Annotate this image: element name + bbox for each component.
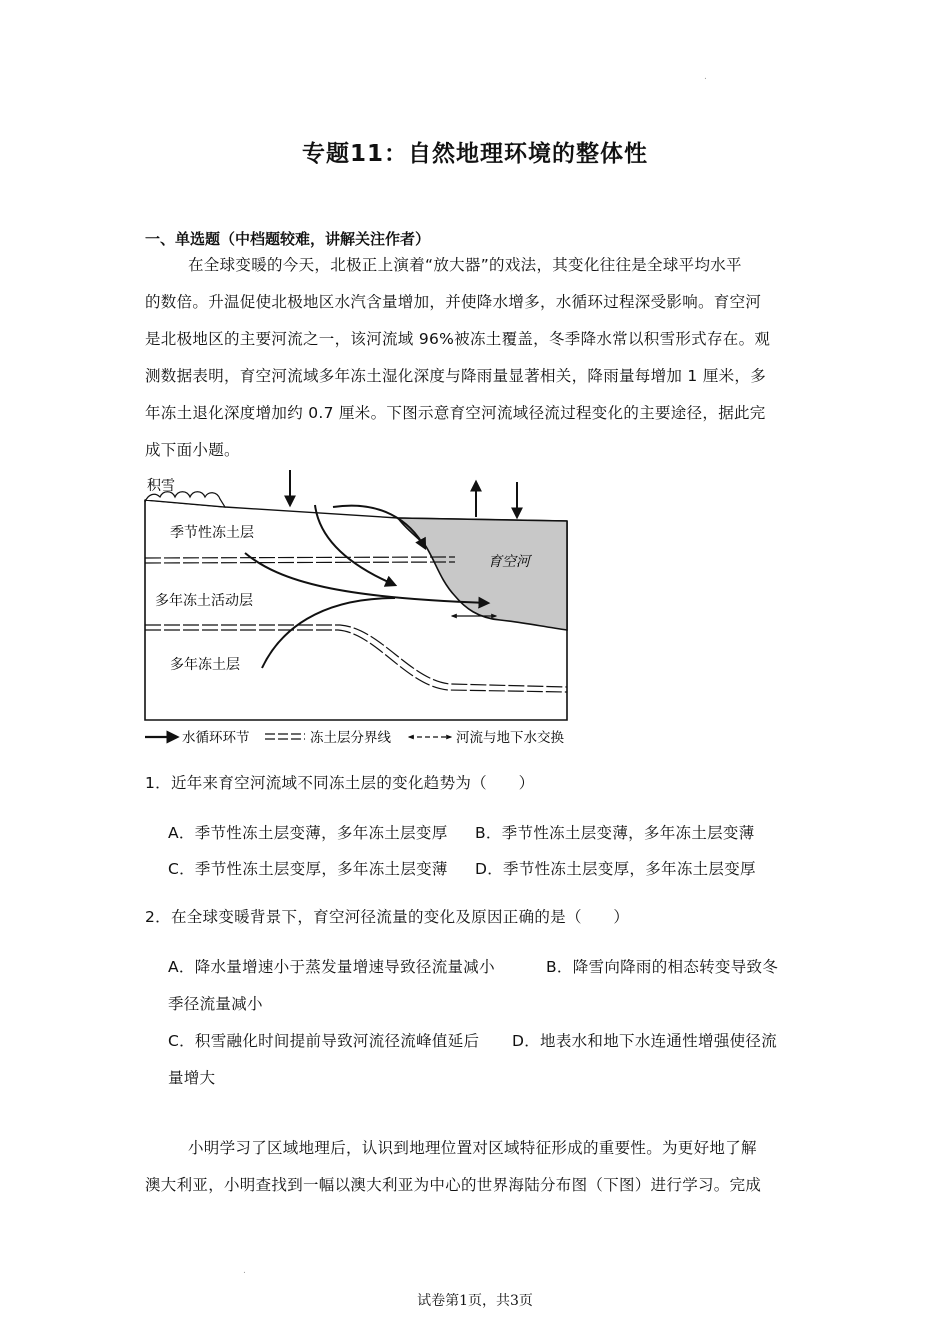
- water-cycle-arrow: [262, 598, 395, 668]
- section-note: （中档题较难，讲解关注作者）: [220, 230, 431, 248]
- q1-option-d[interactable]: D．季节性冻土层变厚，多年冻土层变厚: [475, 860, 756, 878]
- seasonal-boundary: [145, 562, 455, 563]
- q2-option-a[interactable]: A．降水量增速小于蒸发量增速导致径流量减小: [168, 958, 495, 976]
- question-1-stem: 1．近年来育空河流域不同冻土层的变化趋势为（ ）: [145, 774, 535, 792]
- q1-option-a[interactable]: A．季节性冻土层变薄，多年冻土层变厚: [168, 824, 448, 842]
- corner-dot-bottom: .: [243, 1266, 246, 1276]
- legend-boundary-icon: [265, 734, 305, 739]
- q2-option-b-cont[interactable]: 季径流量减小: [168, 995, 263, 1013]
- passage-line: 是北极地区的主要河流之一，该河流域 96%被冻土覆盖，冬季降水常以积雪形式存在。观: [145, 330, 771, 348]
- passage-line: 的数倍。升温促使北极地区水汽含量增加，并使降水增多，水循环过程深受影响。育空河: [145, 293, 762, 311]
- permafrost-boundary: [145, 625, 567, 687]
- label-active-layer: 多年冻土活动层: [155, 593, 253, 609]
- passage-2-line: 澳大利亚，小明查找到一幅以澳大利亚为中心的世界海陆分布图（下图）进行学习。完成: [145, 1176, 762, 1194]
- label-snow: 积雪: [147, 478, 175, 494]
- legend-boundary: 冻土层分界线: [310, 730, 391, 746]
- label-seasonal-layer: 季节性冻土层: [170, 525, 254, 541]
- section-title: 一、单选题: [145, 230, 221, 248]
- passage-line: 在全球变暖的今天，北极正上演着“放大器”的戏法，其变化往往是全球平均水平: [188, 256, 742, 274]
- label-permafrost-layer: 多年冻土层: [170, 657, 240, 673]
- q1-option-b[interactable]: B．季节性冻土层变薄，多年冻土层变薄: [475, 824, 755, 842]
- corner-dot-top: .: [704, 72, 707, 82]
- q2-option-d[interactable]: D．地表水和地下水连通性增强使径流: [512, 1032, 778, 1050]
- q2-option-c[interactable]: C．积雪融化时间提前导致河流径流峰值延后: [168, 1032, 480, 1050]
- question-2-stem: 2．在全球变暖背景下，育空河径流量的变化及原因正确的是（ ）: [145, 908, 630, 926]
- q1-option-c[interactable]: C．季节性冻土层变厚，多年冻土层变薄: [168, 860, 448, 878]
- passage-2-line: 小明学习了区域地理后，认识到地理位置对区域特征形成的重要性。为更好地了解: [188, 1139, 757, 1157]
- page-title: 专题11：自然地理环境的整体性: [301, 141, 648, 167]
- page-footer: 试卷第1页，共3页: [417, 1293, 533, 1309]
- passage-line: 年冻土退化深度增加约 0.7 厘米。下图示意育空河流域径流过程变化的主要途径，据此完: [145, 404, 766, 422]
- q2-option-b[interactable]: B．降雪向降雨的相态转变导致冬: [546, 958, 779, 976]
- seasonal-boundary: [145, 557, 455, 558]
- passage-line: 成下面小题。: [145, 441, 240, 459]
- snow-cover: [145, 492, 225, 507]
- river-area: [398, 518, 567, 630]
- legend-water-cycle: 水循环环节: [182, 730, 250, 746]
- legend-exchange: 河流与地下水交换: [456, 730, 564, 746]
- q2-option-d-cont[interactable]: 量增大: [168, 1069, 216, 1087]
- label-river: 育空河: [488, 554, 530, 570]
- passage-line: 测数据表明，育空河流域多年冻土湿化深度与降雨量显著相关，降雨量每增加 1 厘米，多: [145, 367, 767, 385]
